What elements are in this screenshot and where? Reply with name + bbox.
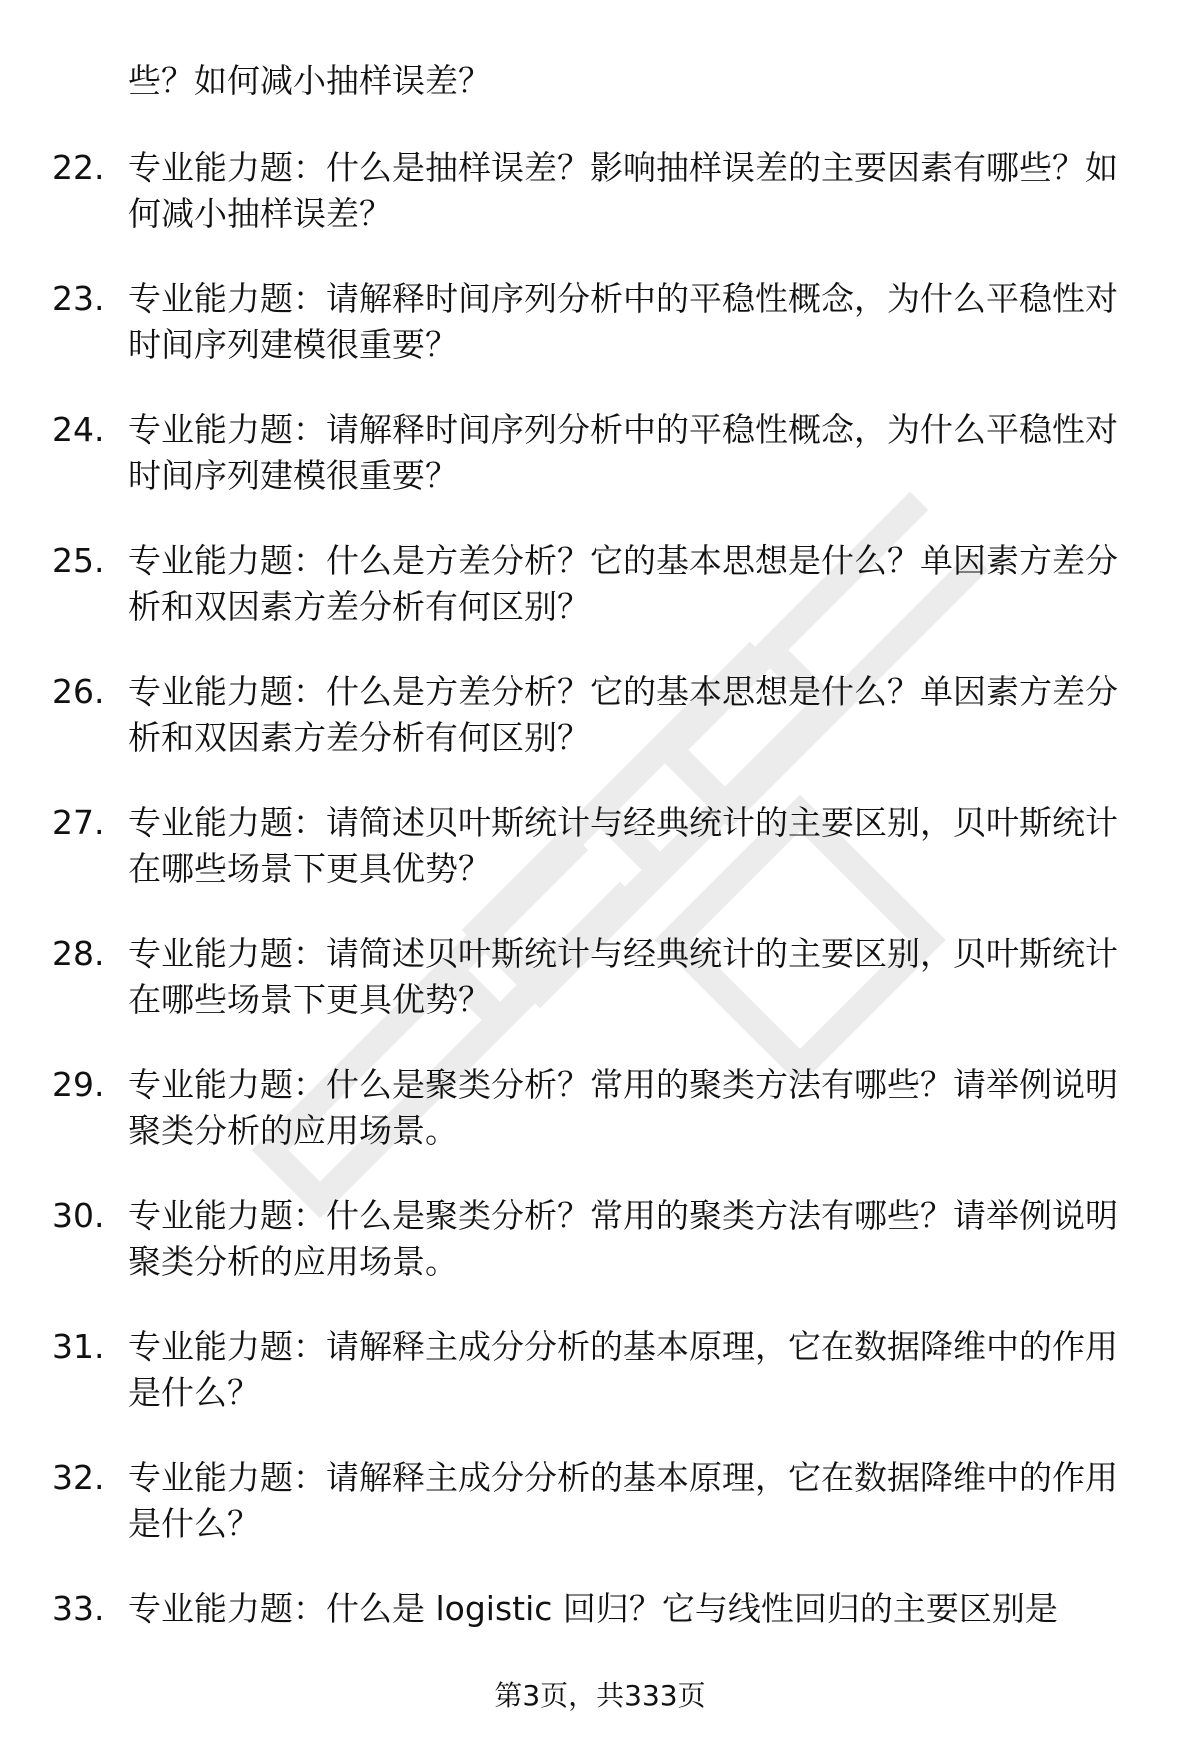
question-number: 27. bbox=[52, 803, 105, 842]
question-number: 33. bbox=[52, 1589, 105, 1628]
question-text: 专业能力题：请解释主成分分析的基本原理，它在数据降维中的作用是什么？ bbox=[128, 1327, 1118, 1412]
question-item bbox=[0, 276, 1200, 407]
question-number: 25. bbox=[52, 541, 105, 580]
question-text: 专业能力题：请解释主成分分析的基本原理，它在数据降维中的作用是什么？ bbox=[128, 1458, 1118, 1543]
question-text: 专业能力题：什么是方差分析？它的基本思想是什么？单因素方差分析和双因素方差分析有何区别？ bbox=[128, 541, 1118, 626]
question-number: 22. bbox=[52, 148, 105, 187]
question-number: 32. bbox=[52, 1458, 105, 1497]
question-item bbox=[0, 931, 1200, 1062]
question-text: 专业能力题：请解释时间序列分析中的平稳性概念，为什么平稳性对时间序列建模很重要？ bbox=[128, 410, 1118, 495]
question-number: 29. bbox=[52, 1065, 105, 1104]
question-item bbox=[0, 1455, 1200, 1586]
page-footer: 第3页，共333页 bbox=[494, 1679, 706, 1712]
question-item bbox=[0, 1062, 1200, 1193]
question-text: 专业能力题：什么是 logistic 回归？它与线性回归的主要区别是 bbox=[128, 1589, 1058, 1628]
question-text: 专业能力题：什么是聚类分析？常用的聚类方法有哪些？请举例说明聚类分析的应用场景。 bbox=[128, 1065, 1118, 1150]
continuation-text: 些？如何减小抽样误差？ bbox=[128, 61, 491, 100]
question-text: 专业能力题：请解释时间序列分析中的平稳性概念，为什么平稳性对时间序列建模很重要？ bbox=[128, 279, 1118, 364]
question-text: 专业能力题：什么是聚类分析？常用的聚类方法有哪些？请举例说明聚类分析的应用场景。 bbox=[128, 1196, 1118, 1281]
question-number: 30. bbox=[52, 1196, 105, 1235]
question-list bbox=[0, 145, 1200, 1717]
question-number: 26. bbox=[52, 672, 105, 711]
question-item bbox=[0, 1193, 1200, 1324]
question-number: 24. bbox=[52, 410, 105, 449]
question-item bbox=[0, 145, 1200, 276]
question-text: 专业能力题：请简述贝叶斯统计与经典统计的主要区别，贝叶斯统计在哪些场景下更具优势？ bbox=[128, 803, 1118, 888]
question-text: 专业能力题：什么是抽样误差？影响抽样误差的主要因素有哪些？如何减小抽样误差？ bbox=[128, 148, 1118, 233]
question-item bbox=[0, 669, 1200, 800]
question-number: 31. bbox=[52, 1327, 105, 1366]
question-item bbox=[0, 538, 1200, 669]
question-text: 专业能力题：什么是方差分析？它的基本思想是什么？单因素方差分析和双因素方差分析有何区别？ bbox=[128, 672, 1118, 757]
question-text: 专业能力题：请简述贝叶斯统计与经典统计的主要区别，贝叶斯统计在哪些场景下更具优势？ bbox=[128, 934, 1118, 1019]
question-number: 23. bbox=[52, 279, 105, 318]
question-item bbox=[0, 1324, 1200, 1455]
question-number: 28. bbox=[52, 934, 105, 973]
question-item bbox=[0, 407, 1200, 538]
question-item bbox=[0, 800, 1200, 931]
